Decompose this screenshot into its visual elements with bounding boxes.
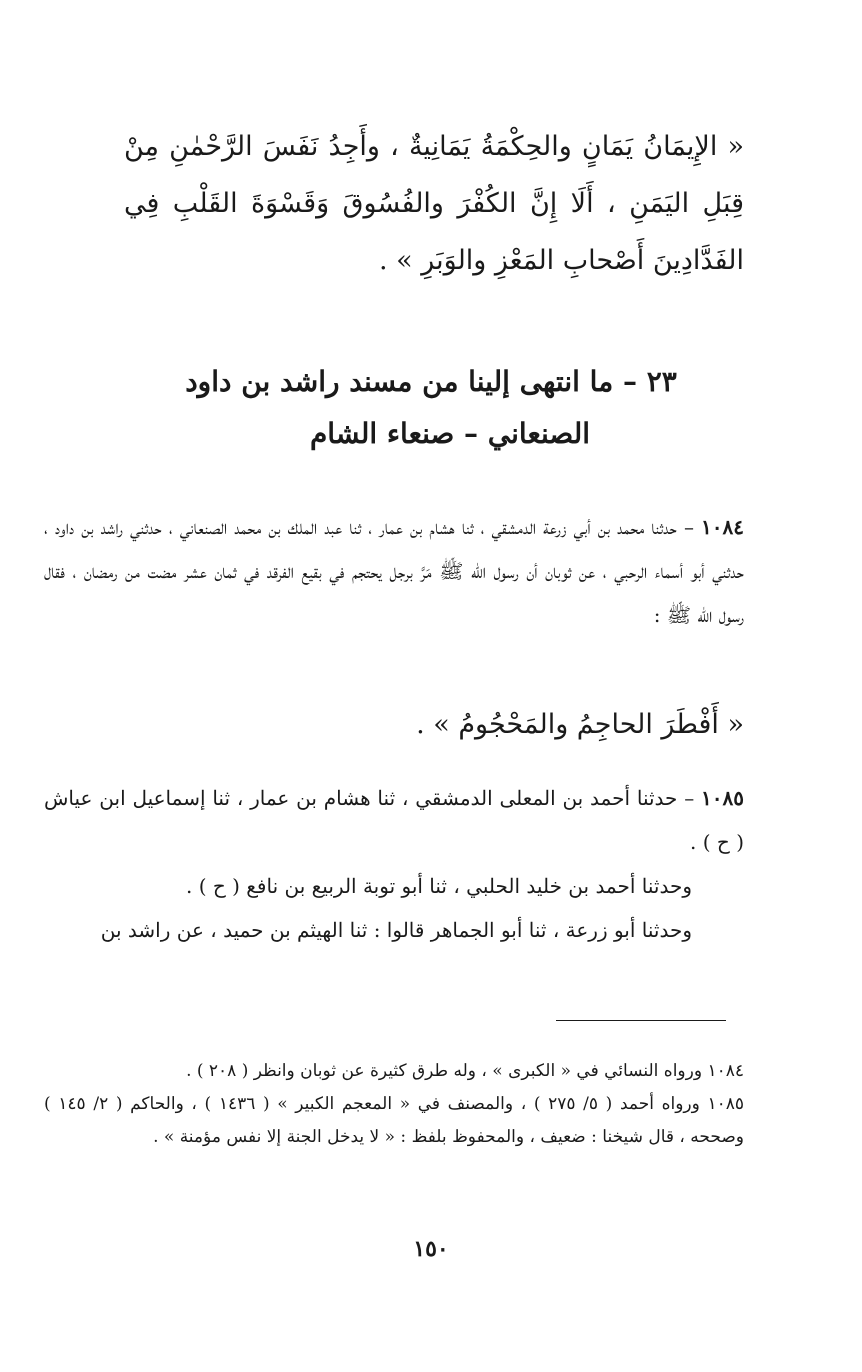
footnote-number: ١٠٨٥ bbox=[707, 1094, 744, 1114]
hadith-text: – حدثنا أحمد بن المعلى الدمشقي ، ثنا هشام بن عمار ، ثنا إسماعيل ابن عياش ( ح ) . bbox=[44, 786, 744, 854]
hadith-1084 bbox=[44, 505, 744, 637]
section-heading-line-2: الصنعاني – صنعاء الشام bbox=[309, 417, 591, 450]
section-heading bbox=[0, 356, 862, 460]
section-heading-line-1: ٢٣ – ما انتهى إلينا من مسند راشد بن داود bbox=[185, 365, 677, 398]
hadith-1085-para-1 bbox=[44, 776, 744, 864]
hadith-1085-para-2: وحدثنا أحمد بن خليد الحلبي ، ثنا أبو توبة الربيع بن نافع ( ح ) . bbox=[185, 874, 692, 898]
hadith-number: ١٠٨٥ bbox=[701, 786, 744, 810]
footnote-number: ١٠٨٤ bbox=[707, 1061, 744, 1081]
footnote-divider bbox=[556, 1020, 726, 1021]
hadith-1085 bbox=[44, 776, 744, 952]
hadith-1084-quote: « أَفْطَرَ الحاجِمُ والمَحْجُومُ » . bbox=[416, 709, 744, 740]
footnote-text: ورواه النسائي في « الكبرى » ، وله طرق كثيرة عن ثوبان وانظر ( ٢٠٨ ) . bbox=[186, 1061, 708, 1081]
hadith-text: – حدثنا محمد بن أبي زرعة الدمشقي ، ثنا هشام بن عمار ، ثنا عبد الملك بن محمد الصنعاني ، حدثني راشد بن داود ، حدثني أبو أسماء الرحبي ، عن ثوبان أن رسول الله ﷺ مَرَّ برجل يحتجم في بقيع الفرقد في ثمان عشر مضت من رمضان ، فقال رسول الله ﷺ : bbox=[44, 515, 744, 627]
hadith-1085-para-3: وحدثنا أبو زرعة ، ثنا أبو الجماهر قالوا : ثنا الهيثم بن حميد ، عن راشد بن bbox=[100, 918, 692, 942]
footnote-text: ورواه أحمد ( ٥/ ٢٧٥ ) ، والمصنف في « المعجم الكبير » ( ١٤٣٦ ) ، والحاكم ( ٢/ ١٤٥ ) وصححه ، قال شيخنا : ضعيف ، والمحفوظ بلفظ : « لا يدخل الجنة إلا نفس مؤمنة » . bbox=[44, 1094, 744, 1147]
page-number: ١٥٠ bbox=[413, 1236, 449, 1262]
hadith-quote-top: « الإِيمَانُ يَمَانٍ والحِكْمَةُ يَمَانِيةٌ ، وأَجِدُ نَفَسَ الرَّحْمٰنِ مِنْ قِبَلِ اليَمَنِ ، أَلَا إِنَّ الكُفْرَ والفُسُوقَ وَقَسْوَةَ القَلْبِ فِي الفَدَّادِينَ أَصْحابِ المَعْزِ والوَبَرِ » . bbox=[124, 131, 744, 276]
footnote-1085 bbox=[44, 1088, 744, 1154]
footnotes bbox=[44, 1055, 744, 1154]
hadith-number: ١٠٨٤ bbox=[701, 515, 744, 539]
footnote-1084 bbox=[44, 1055, 744, 1088]
